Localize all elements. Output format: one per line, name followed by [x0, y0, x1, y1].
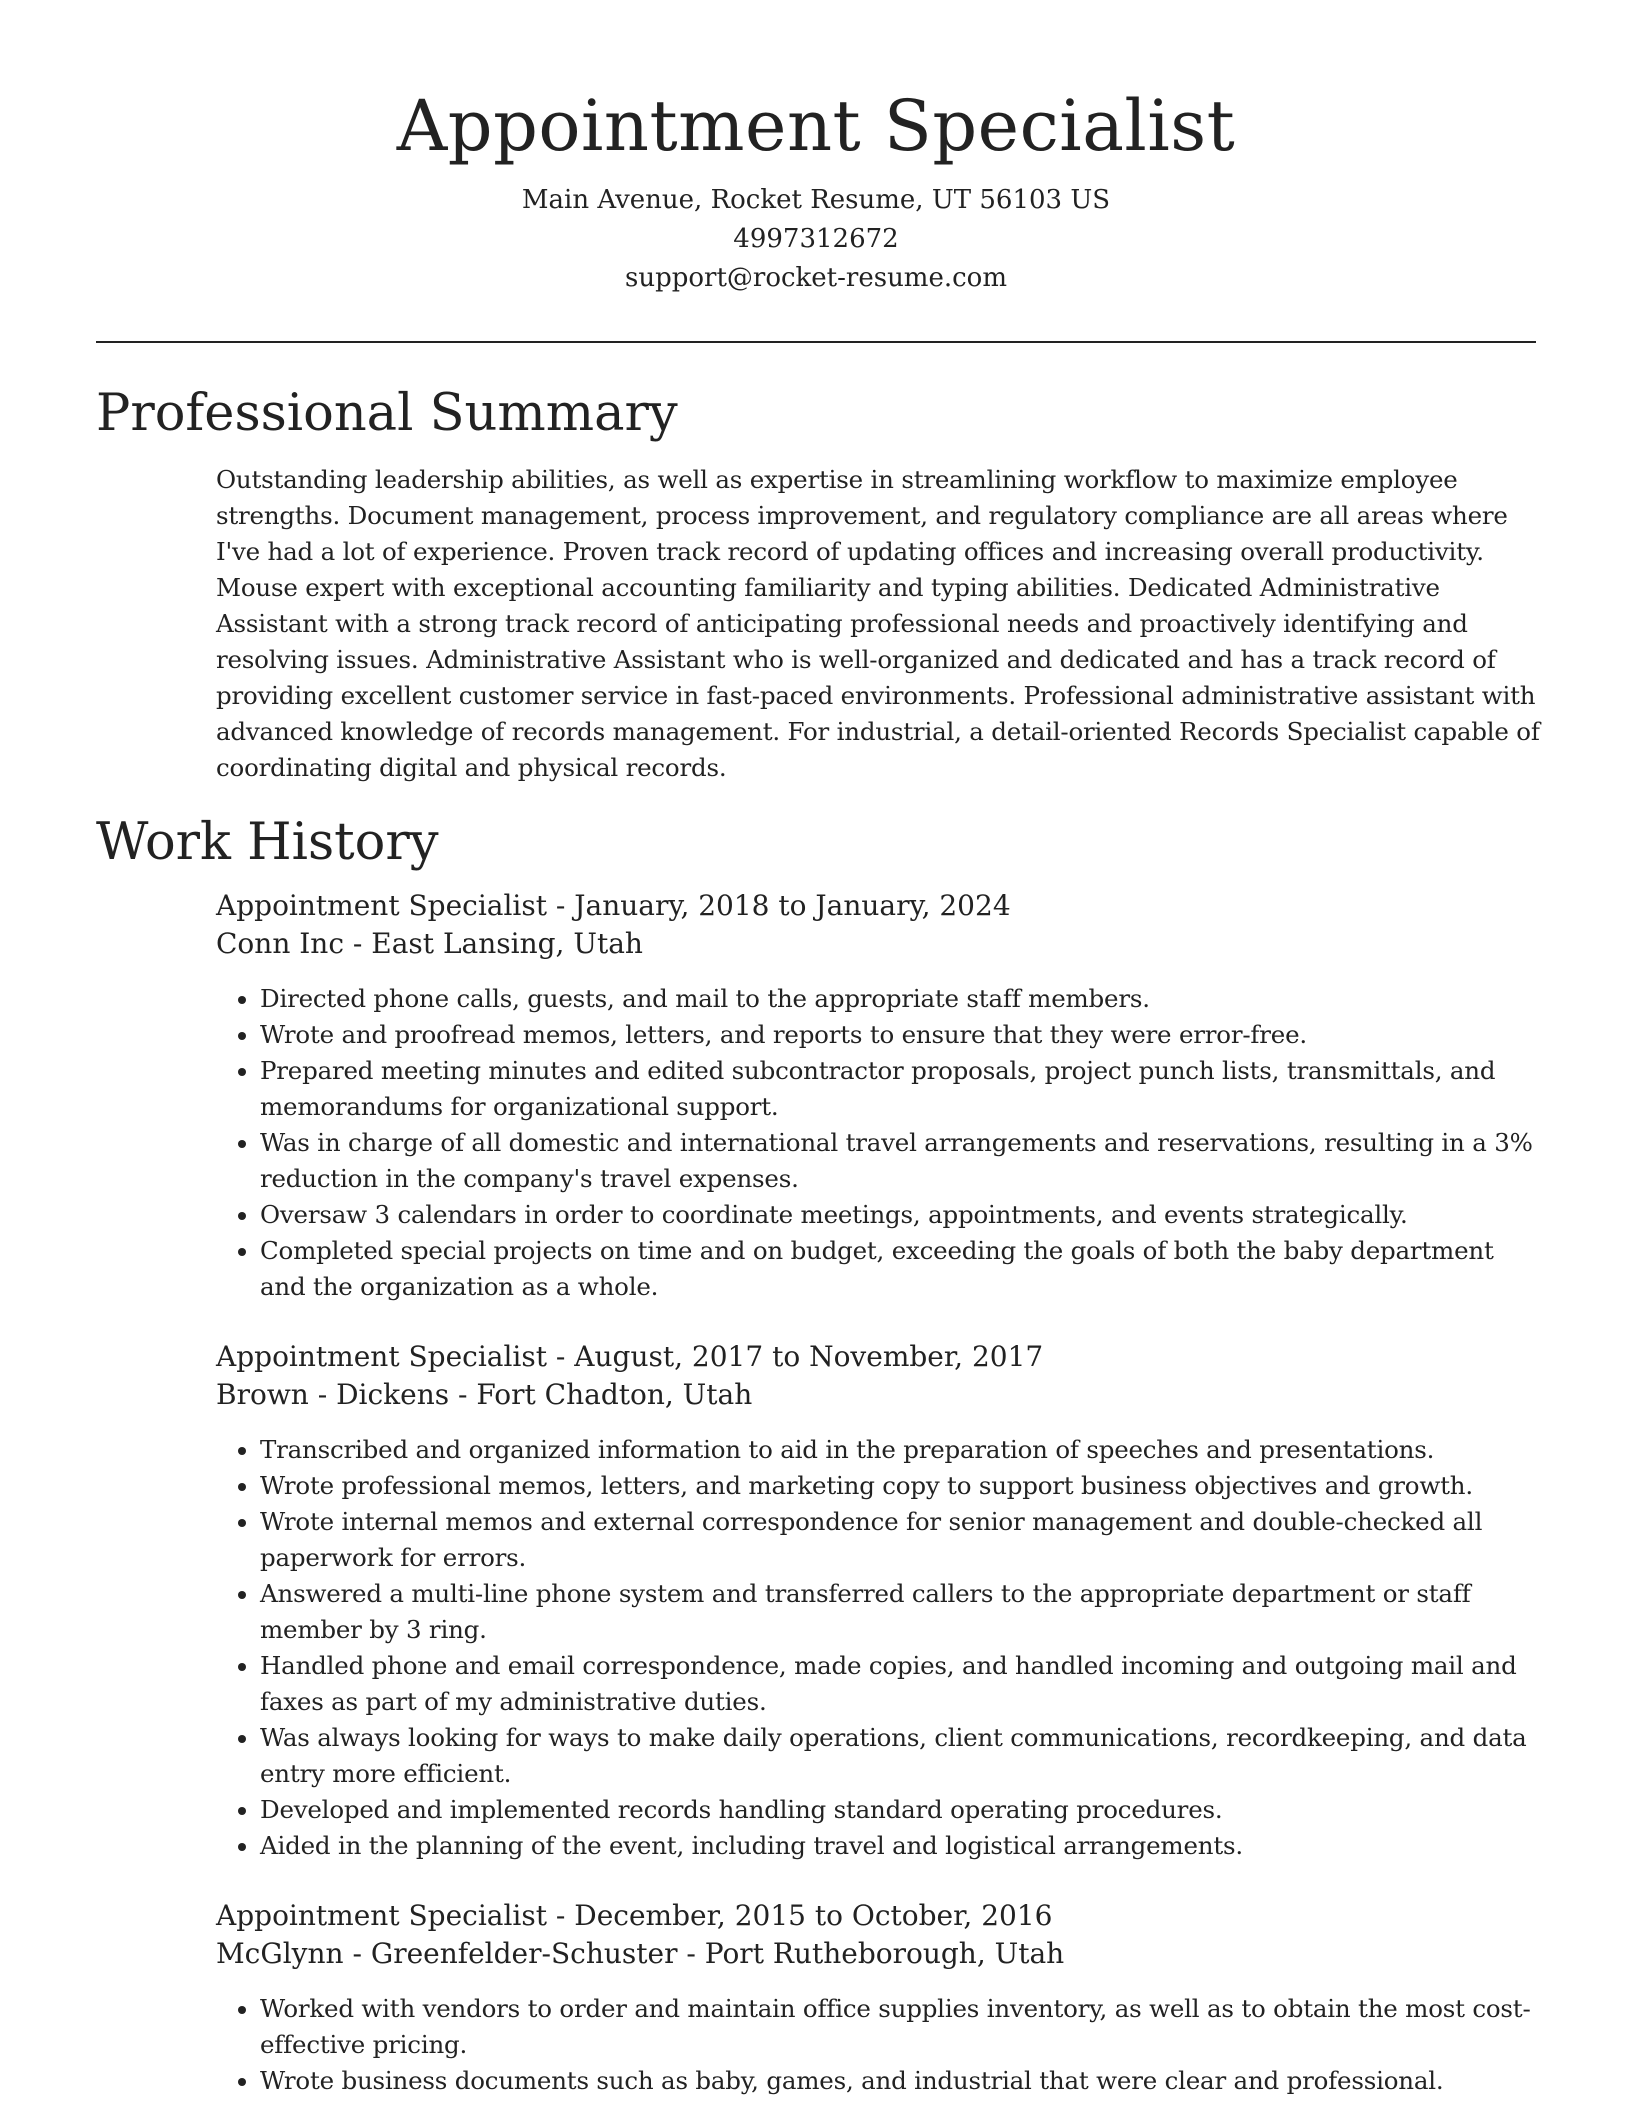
- company-name: Conn Inc: [216, 927, 345, 960]
- company-location: - East Lansing, Utah: [344, 927, 643, 960]
- job-bullet-list: [216, 1432, 1541, 1864]
- job-title: Appointment Specialist: [216, 1340, 548, 1373]
- job-bullet: • Was always looking for ways to make daily operations, client communications, recordkeeping, and data entry more efficient.: [260, 1720, 1541, 1792]
- job-bullet: • Developed and implemented records handling standard operating procedures.: [260, 1792, 1541, 1828]
- job-dates: - December, 2015 to October, 2016: [547, 1899, 1053, 1932]
- job-bullet: • Aided in the planning of the event, including travel and logistical arrangements.: [260, 1828, 1541, 1864]
- job-bullet: • Wrote and proofread memos, letters, and reports to ensure that they were error-free.: [260, 1017, 1541, 1053]
- resume-header: [96, 78, 1536, 298]
- job-title-line: [216, 1897, 1541, 1935]
- job-title: Appointment Specialist: [216, 1899, 548, 1932]
- contact-phone: 4997312672: [733, 224, 899, 254]
- job-entry: [216, 887, 1541, 1305]
- job-bullet: • Wrote business documents such as baby, games, and industrial that were clear and professional.: [260, 2063, 1541, 2099]
- job-bullet-list: [216, 981, 1541, 1305]
- job-bullet-list: [216, 1991, 1541, 2099]
- job-bullet: • Completed special projects on time and on budget, exceeding the goals of both the baby department and the organization as a whole.: [260, 1233, 1541, 1305]
- job-bullet: • Wrote professional memos, letters, and marketing copy to support business objectives and growth.: [260, 1468, 1541, 1504]
- company-name: McGlynn - Greenfelder-Schuster: [216, 1937, 678, 1970]
- job-company-line: [216, 925, 1541, 963]
- candidate-name: Appointment Specialist: [396, 85, 1236, 167]
- job-bullet: • Transcribed and organized information to aid in the preparation of speeches and presentations.: [260, 1432, 1541, 1468]
- job-entry: [216, 1338, 1541, 1864]
- company-name: Brown - Dickens: [216, 1378, 450, 1411]
- job-bullet: • Directed phone calls, guests, and mail to the appropriate staff members.: [260, 981, 1541, 1017]
- job-dates: - January, 2018 to January, 2024: [547, 889, 1011, 922]
- header-divider: [96, 341, 1536, 343]
- job-bullet: • Answered a multi-line phone system and transferred callers to the appropriate department or staff member by 3 ring.: [260, 1576, 1541, 1648]
- job-company-line: [216, 1376, 1541, 1414]
- job-company-line: [216, 1935, 1541, 1973]
- job-bullet: • Handled phone and email correspondence, made copies, and handled incoming and outgoing mail and faxes as part of my administrative duties.: [260, 1648, 1541, 1720]
- contact-email: support@rocket-resume.com: [624, 263, 1007, 293]
- contact-address: Main Avenue, Rocket Resume, UT 56103 US: [521, 185, 1111, 215]
- company-location: - Port Rutheborough, Utah: [677, 1937, 1065, 1970]
- job-bullet: • Was in charge of all domestic and international travel arrangements and reservations, resulting in a 3% reduction in the company's travel expenses.: [260, 1125, 1541, 1197]
- job-dates: - August, 2017 to November, 2017: [547, 1340, 1044, 1373]
- job-entry: [216, 1897, 1541, 2099]
- job-bullet: • Oversaw 3 calendars in order to coordinate meetings, appointments, and events strategically.: [260, 1197, 1541, 1233]
- summary-heading: Professional Summary: [96, 384, 678, 443]
- work-history-heading: Work History: [96, 813, 439, 872]
- company-location: - Fort Chadton, Utah: [449, 1378, 753, 1411]
- job-bullet: • Worked with vendors to order and maintain office supplies inventory, as well as to obtain the most cost-effective pricing.: [260, 1991, 1541, 2063]
- job-bullet: • Wrote internal memos and external correspondence for senior management and double-checked all paperwork for errors.: [260, 1504, 1541, 1576]
- job-title-line: [216, 1338, 1541, 1376]
- job-bullet: • Prepared meeting minutes and edited subcontractor proposals, project punch lists, transmittals, and memorandums for organizational support.: [260, 1053, 1541, 1125]
- job-title: Appointment Specialist: [216, 889, 548, 922]
- job-title-line: [216, 887, 1541, 925]
- summary-text: Outstanding leadership abilities, as well as expertise in streamlining workflow to maximize employee strengths. Document management, process improvement, and regulatory compliance are all areas where I've had a lot of experience. Proven track record of updating offices and increasing overall productivity. Mouse expert with exceptional accounting familiarity and typing abilities. Dedicated Administrative Assistant with a strong track record of anticipating professional needs and proactively identifying and resolving issues. Administrative Assistant who is well-organized and dedicated and has a track record of providing excellent customer service in fast-paced environments. Professional administrative assistant with advanced knowledge of records management. For industrial, a detail-oriented Records Specialist capable of coordinating digital and physical records.: [216, 465, 1540, 782]
